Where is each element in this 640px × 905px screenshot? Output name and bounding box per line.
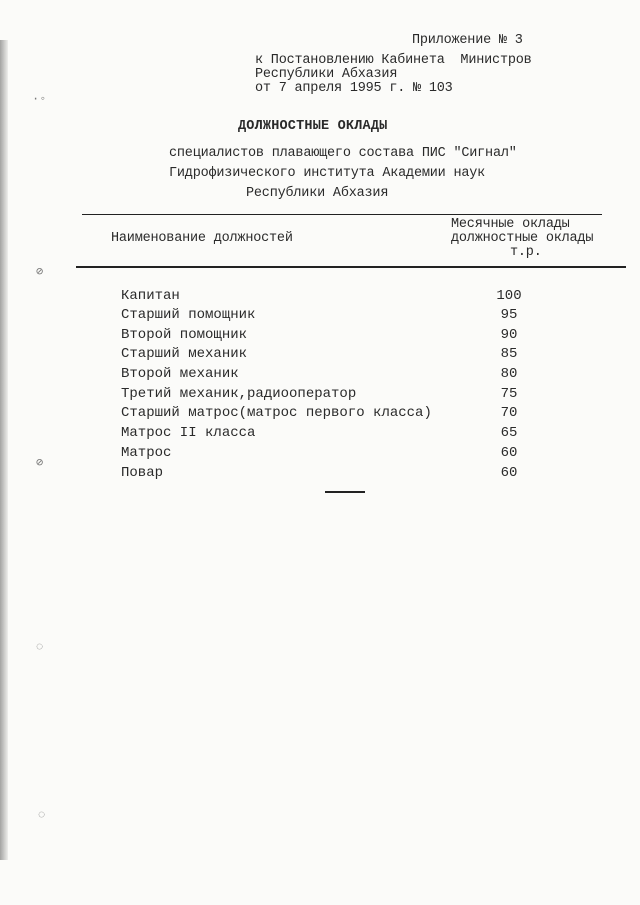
table-row-salary: 90 bbox=[500, 327, 518, 343]
table-row-position: Старший помощник bbox=[121, 307, 256, 323]
table-row-position: Старший механик bbox=[121, 346, 248, 362]
margin-mark-speck: ⊘ bbox=[36, 265, 44, 279]
table-row-position: Старший матрос(матрос первого класса) bbox=[121, 405, 432, 421]
resolution-line-3: от 7 апреля 1995 г. № 103 bbox=[255, 81, 453, 96]
subtitle-line-1: специалистов плавающего состава ПИС "Сигнал" bbox=[169, 146, 517, 161]
document-title: ДОЛЖНОСТНЫЕ ОКЛАДЫ bbox=[238, 119, 388, 134]
table-row-position: Матрос II класса bbox=[121, 425, 256, 441]
table-row-salary: 65 bbox=[500, 425, 518, 441]
table-row-salary: 70 bbox=[500, 405, 518, 421]
table-row-position: Повар bbox=[121, 465, 164, 481]
margin-mark-speck: ·◦ bbox=[32, 92, 47, 106]
column-header-salary-unit: т.р. bbox=[510, 245, 542, 260]
closing-dash bbox=[325, 491, 365, 493]
column-header-positions: Наименование должностей bbox=[111, 231, 293, 246]
table-row-position: Второй механик bbox=[121, 366, 239, 382]
table-row-position: Капитан bbox=[121, 288, 180, 304]
table-header-rule bbox=[76, 266, 626, 268]
margin-mark-speck: ◌ bbox=[36, 640, 44, 654]
appendix-label: Приложение № 3 bbox=[412, 33, 523, 48]
table-row-salary: 80 bbox=[500, 366, 518, 382]
margin-mark-speck: ⊘ bbox=[36, 456, 44, 470]
table-row-salary: 75 bbox=[500, 386, 518, 402]
column-header-salary-line-2: должностные оклады bbox=[451, 231, 594, 246]
table-row-position: Матрос bbox=[121, 445, 172, 461]
scan-shadow-edge bbox=[0, 40, 8, 860]
table-row-salary: 60 bbox=[500, 465, 518, 481]
table-row-position: Второй помощник bbox=[121, 327, 248, 343]
table-row-salary: 95 bbox=[500, 307, 518, 323]
table-top-rule bbox=[82, 214, 602, 215]
subtitle-line-2: Гидрофизического института Академии наук bbox=[169, 166, 486, 181]
resolution-line-2: Республики Абхазия bbox=[255, 67, 398, 82]
table-row-salary: 60 bbox=[500, 445, 518, 461]
table-row-salary: 100 bbox=[496, 288, 522, 304]
table-row-position: Третий механик,радиооператор bbox=[121, 386, 357, 402]
margin-mark-speck: ◌ bbox=[38, 808, 46, 822]
subtitle-line-3: Республики Абхазия bbox=[246, 186, 389, 201]
column-header-salary-line-1: Месячные оклады bbox=[451, 217, 570, 232]
table-row-salary: 85 bbox=[500, 346, 518, 362]
resolution-line-1: к Постановлению Кабинета Министров bbox=[255, 53, 532, 68]
